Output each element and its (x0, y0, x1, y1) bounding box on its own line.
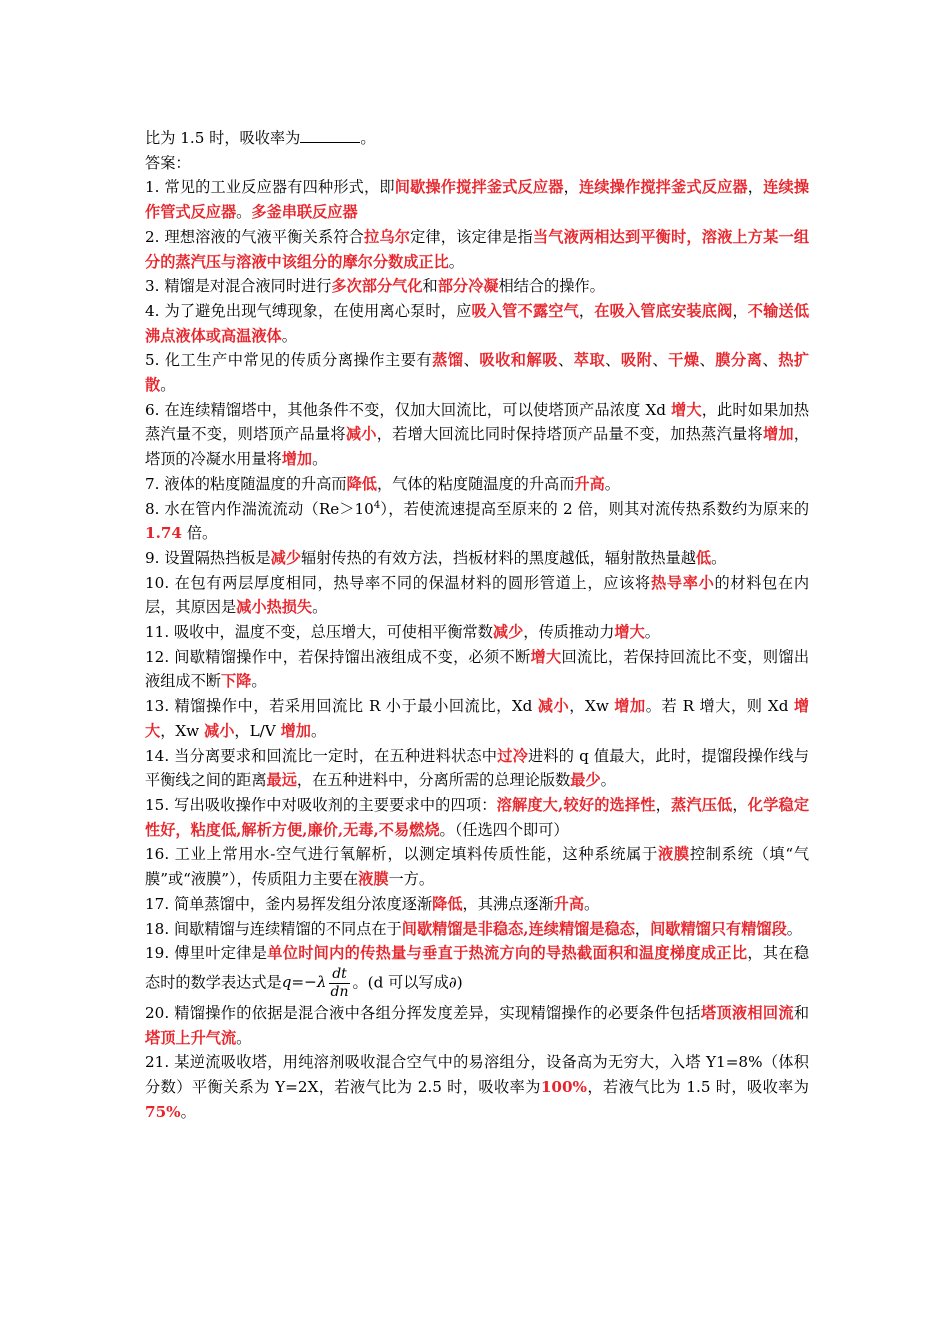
answer-item: 7. 液体的粘度随温度的升高而降低，气体的粘度随温度的升高而升高。 (145, 474, 620, 493)
answer-text: 减小 (537, 697, 570, 716)
fraction: $\frac{dt}{dn}$ (330, 965, 349, 1000)
answer-text: 热扩散 (145, 351, 810, 395)
answer-text: 低 (695, 548, 712, 567)
answer-text: 增加 (762, 425, 794, 444)
answer-blank (300, 127, 360, 143)
answer-text: 当气液两相达到平衡时，溶液上方某一组分的蒸汽压与溶液中该组分的摩尔分数成正比 (145, 227, 810, 271)
answer-text: 化学稳定性好，粘度低,解析方便,廉价,无毒,不易燃烧 (145, 795, 810, 839)
answer-text: 蒸汽压低 (670, 795, 733, 814)
answer-item: 12. 间歇精馏操作中，若保持馏出液组成不变，必须不断增大回流比，若保持回流比不变，则馏出液组成不断下降。 (145, 647, 810, 691)
item-8: 8. 水在管内作湍流流动$(Re>10^4)$，若使流速提高至原来的 2 倍，则其对流传热系数约为原来的 1.74 倍。 (145, 499, 810, 543)
answer-item: 18. 间歇精馏与连续精馏的不同点在于间歇精馏是非稳态,连续精馏是稳态，间歇精馏只有精馏段。 (145, 919, 802, 938)
answer-item: 9. 设置隔热挡板是减少辐射传热的有效方法，挡板材料的黑度越低，辐射散热量越低。 (145, 548, 727, 567)
answer-text: 减小 (204, 721, 235, 740)
answer-text: 1.74 (145, 524, 182, 543)
answer-text: 吸附 (620, 351, 653, 370)
answer-text: 溶解度大,较好的选择性 (496, 795, 656, 814)
answer-text: 连续操作管式反应器 (145, 178, 810, 222)
answer-item: 21. 某逆流吸收塔，用纯溶剂吸收混合空气中的易溶组分，设备高为无穷大，入塔 Y1=8%（体积分数）平衡关系为 Y=2X，若液气比为 2.5 时，吸收率为100%，若液气比为 1.5 时，吸收率为75%。 (145, 1053, 809, 1121)
answer-item: 10. 在包有两层厚度相同，热导率不同的保温材料的圆形管道上，应该将热导率小的材料包在内层，其原因是减小热损失。 (145, 573, 810, 617)
answer-text: 降低 (432, 894, 463, 913)
answer-item: 6. 在连续精馏塔中，其他条件不变，仅加大回流比，可以使塔顶产品浓度 Xd 增大，此时如果加热蒸汽量不变，则塔顶产品量将减小，若增大回流比同时保持塔顶产品量不变，加热蒸汽量将增加，塔顶的冷凝水用量将增加。 (145, 400, 810, 469)
answer-text: 过冷 (497, 746, 528, 765)
fourier-formula: q=−λ $\frac{dt}{dn}$ (281, 965, 349, 1000)
intro-line: 比为 1.5 时，吸收率为 。 (145, 129, 376, 147)
answer-item: 4. 为了避免出现气缚现象，在使用离心泵时，应吸入管不露空气，在吸入管底安装底阀，不输送低沸点液体或高温液体。 (145, 301, 810, 345)
answer-text: 蒸馏 (432, 351, 464, 370)
answer-item: 17. 简单蒸馏中，釜内易挥发组分浓度逐渐降低，其沸点逐渐升高。 (145, 894, 600, 913)
answer-text: 间歇操作搅拌釜式反应器 (394, 178, 564, 197)
answer-text: 连续操作搅拌釜式反应器 (578, 178, 748, 197)
answer-text: 减小热损失 (236, 598, 313, 617)
answer-text: 间歇精馏只有精馏段 (650, 919, 787, 938)
answer-text: 膜分离 (715, 351, 763, 370)
answer-text: 增加 (280, 721, 311, 740)
answer-text: 减少 (270, 548, 302, 567)
answer-text: 液膜 (358, 870, 389, 889)
answer-item: 3. 精馏是对混合液同时进行多次部分气化和部分冷凝相结合的操作。 (145, 277, 605, 296)
answer-list-continued (145, 546, 809, 941)
answer-text: 单位时间内的传热量与垂直于热流方向的导热截面积和温度梯度成正比 (267, 944, 748, 963)
answer-text: 热导率小 (650, 573, 715, 592)
document-page (145, 126, 809, 1124)
answer-text: 升高 (574, 474, 605, 493)
answer-item: 14. 当分离要求和回流比一定时，在五种进料状态中过冷进料的 q 值最大，此时，提馏段操作线与平衡线之间的距离最远，在五种进料中，分离所需的总理论版数最少。 (145, 746, 810, 790)
answer-text: 塔顶液相回流 (700, 1003, 794, 1022)
answer-text: 增大 (145, 697, 810, 740)
answer-list (145, 175, 809, 496)
answer-item: 16. 工业上常用水-空气进行氧解析，以测定填料传质性能，这种系统属于液膜控制系统（填“气膜”或“液膜”），传质阻力主要在液膜一方。 (145, 845, 810, 889)
answer-text: 75% (145, 1102, 181, 1121)
answer-text: 吸收和解吸 (479, 351, 558, 370)
answer-item: 15. 写出吸收操作中对吸收剂的主要要求中的四项：溶解度大,较好的选择性，蒸汽压低，化学稳定性好，粘度低,解析方便,廉价,无毒,不易燃烧。（任选四个即可） (145, 795, 810, 839)
answer-text: 拉乌尔 (364, 227, 411, 246)
answer-text: 减少 (492, 623, 524, 642)
answer-text: 萃取 (573, 351, 606, 370)
answer-text: 增大 (530, 647, 562, 666)
answer-text: 增大 (670, 400, 702, 419)
answer-heading: 答案： (145, 153, 191, 172)
answer-text: 干燥 (668, 351, 700, 370)
item-19: 19. 傅里叶定律是单位时间内的传热量与垂直于热流方向的导热截面积和温度梯度成正比，其在稳态时的数学表达式是q=−λ $\frac{dt}{dn}$ 。(d 可以写成∂) (145, 944, 810, 1000)
answer-text: 间歇精馏是非稳态,连续精馏是稳态 (401, 919, 635, 938)
answer-text: 降低 (346, 474, 377, 493)
answer-text: 液膜 (658, 845, 690, 864)
answer-text: 减小 (345, 425, 377, 444)
answer-text: 多釜串联反应器 (251, 203, 358, 222)
answer-list-end (145, 1001, 809, 1125)
answer-item: 11. 吸收中，温度不变，总压增大，可使相平衡常数减少，传质推动力增大。 (145, 623, 660, 642)
answer-text: 最少 (570, 771, 601, 790)
answer-text: 部分冷凝 (437, 277, 499, 296)
answer-text: 塔顶上升气流 (145, 1028, 237, 1047)
answer-text: 增大 (614, 623, 645, 642)
answer-text: 下降 (220, 672, 252, 691)
answer-item: 2. 理想溶液的气液平衡关系符合拉乌尔定律，该定律是指当气液两相达到平衡时，溶液上方某一组分的蒸汽压与溶液中该组分的摩尔分数成正比。 (145, 227, 810, 271)
answer-text: 不输送低沸点液体或高温液体 (145, 301, 810, 345)
answer-text: 吸入管不露空气 (471, 301, 579, 320)
answer-text: 增加 (281, 450, 313, 469)
answer-text: 升高 (553, 894, 585, 913)
answer-item: 20. 精馏操作的依据是混合液中各组分挥发度差异，实现精馏操作的必要条件包括塔顶液相回流和塔顶上升气流。 (145, 1003, 810, 1047)
answer-text: 在吸入管底安装底阀 (594, 301, 733, 320)
answer-text: 增加 (614, 697, 646, 716)
answer-item: 13. 精馏操作中，若采用回流比 R 小于最小回流比，Xd 减小，Xw 增加。若 R 增大，则 Xd 增大，Xw 减小，L/V 增加。 (145, 697, 810, 740)
answer-text: 100% (540, 1078, 587, 1097)
answer-item: 1. 常见的工业反应器有四种形式，即间歇操作搅拌釜式反应器，连续操作搅拌釜式反应器，连续操作管式反应器。多釜串联反应器 (145, 178, 810, 222)
answer-text: 多次部分气化 (331, 277, 423, 296)
answer-item: 5. 化工生产中常见的传质分离操作主要有蒸馏、吸收和解吸、萃取、吸附、干燥、膜分离、热扩散。 (145, 351, 810, 395)
answer-text: 最远 (266, 771, 297, 790)
